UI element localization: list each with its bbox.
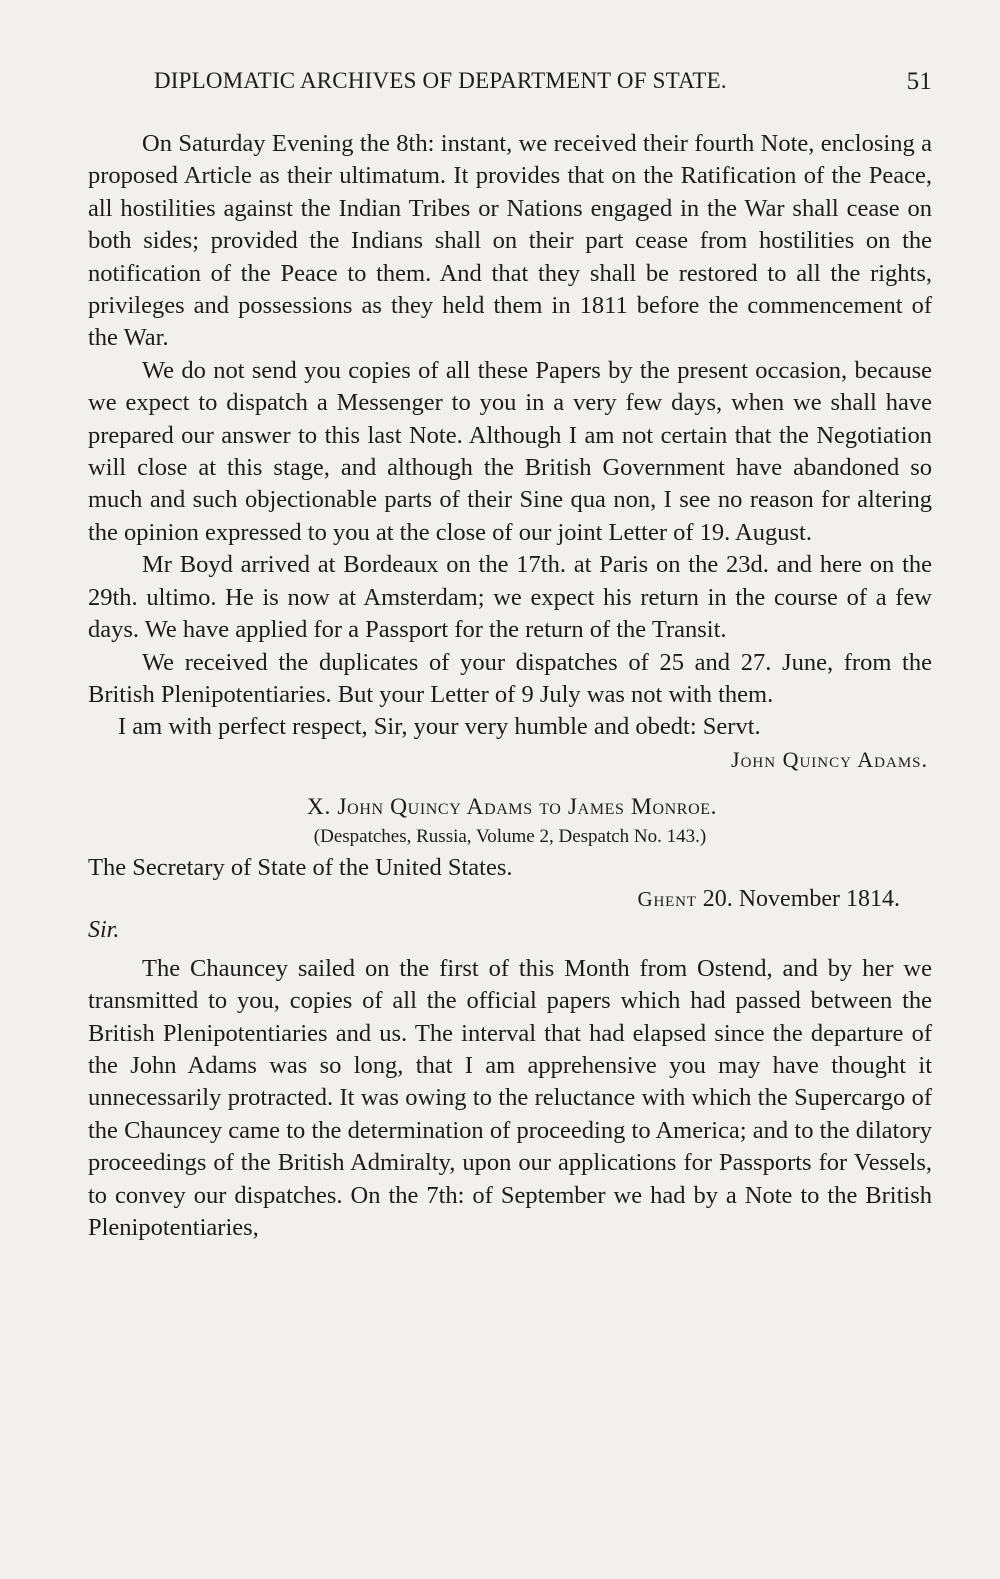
page-number: 51: [906, 68, 932, 95]
running-title: DIPLOMATIC ARCHIVES OF DEPARTMENT OF STATE.: [154, 68, 727, 93]
document-heading: [88, 792, 932, 822]
signature-text: John Quincy Adams.: [731, 746, 928, 772]
paragraph: We do not send you copies of all these Papers by the present occasion, because we expect to dispatch a Messenger to you in a very few days, when we shall have prepared our answer to this last Note. Although I am not certain that the Negotiation will close at this stage, and although the British Government have abandoned so much and such objectionable parts of their Sine qua non, I see no reason for altering the opinion expressed to you at the close of our joint Letter of 19. August.: [88, 356, 932, 546]
letter-continuation: [88, 128, 932, 776]
closing-line: I am with perfect respect, Sir, your very humble and obedt: Servt.: [118, 713, 761, 741]
dateline-date: 20. November 1814.: [702, 885, 900, 912]
addressee: The Secretary of State of the United States.: [88, 853, 513, 881]
letter-x: [88, 792, 932, 1245]
document-heading-text: X. John Quincy Adams to James Monroe.: [306, 793, 718, 820]
running-header: [88, 58, 932, 98]
dateline: [88, 883, 932, 915]
paragraph: On Saturday Evening the 8th: instant, we received their fourth Note, enclosing a proposed Article as their ultimatum. It provides that on the Ratification of the Peace, all hostilities against the Indian Tribes or Nations engaged in the War shall cease on both sides; provided the Indians shall on their part cease from hostilities on the notification of the Peace to them. And that they shall be restored to all the rights, privileges and possessions as they held them in 1811 before the commencement of the War.: [88, 130, 932, 352]
dateline-place: Ghent: [637, 886, 697, 911]
document-source: (Despatches, Russia, Volume 2, Despatch No. 143.): [313, 825, 707, 847]
paragraph: Mr Boyd arrived at Bordeaux on the 17th. at Paris on the 23d. and here on the 29th. ultimo. He is now at Amsterdam; we expect his return in the course of a few days. We have applied for a Passport for the return of the Transit.: [88, 551, 932, 644]
paragraph: We received the duplicates of your dispatches of 25 and 27. June, from the British Plenipotentiaries. But your Letter of 9 July was not with them.: [88, 648, 932, 708]
signature: [88, 744, 932, 776]
salutation: Sir.: [88, 916, 120, 943]
paragraph: The Chauncey sailed on the first of this Month from Ostend, and by her we transmitted to you, copies of all the official papers which had passed between the British Plenipotentiaries and us. The interval that had elapsed since the departure of the John Adams was so long, that I am apprehensive you may have thought it unnecessarily protracted. It was owing to the reluctance with which the Supercargo of the Chauncey came to the determination of proceeding to America; and to the dilatory proceedings of the British Admiralty, upon our applications for Passports for Vessels, to convey our dispatches. On the 7th: of September we had by a Note to the British Plenipotentiaries,: [88, 954, 932, 1241]
document-page: [88, 58, 932, 1244]
